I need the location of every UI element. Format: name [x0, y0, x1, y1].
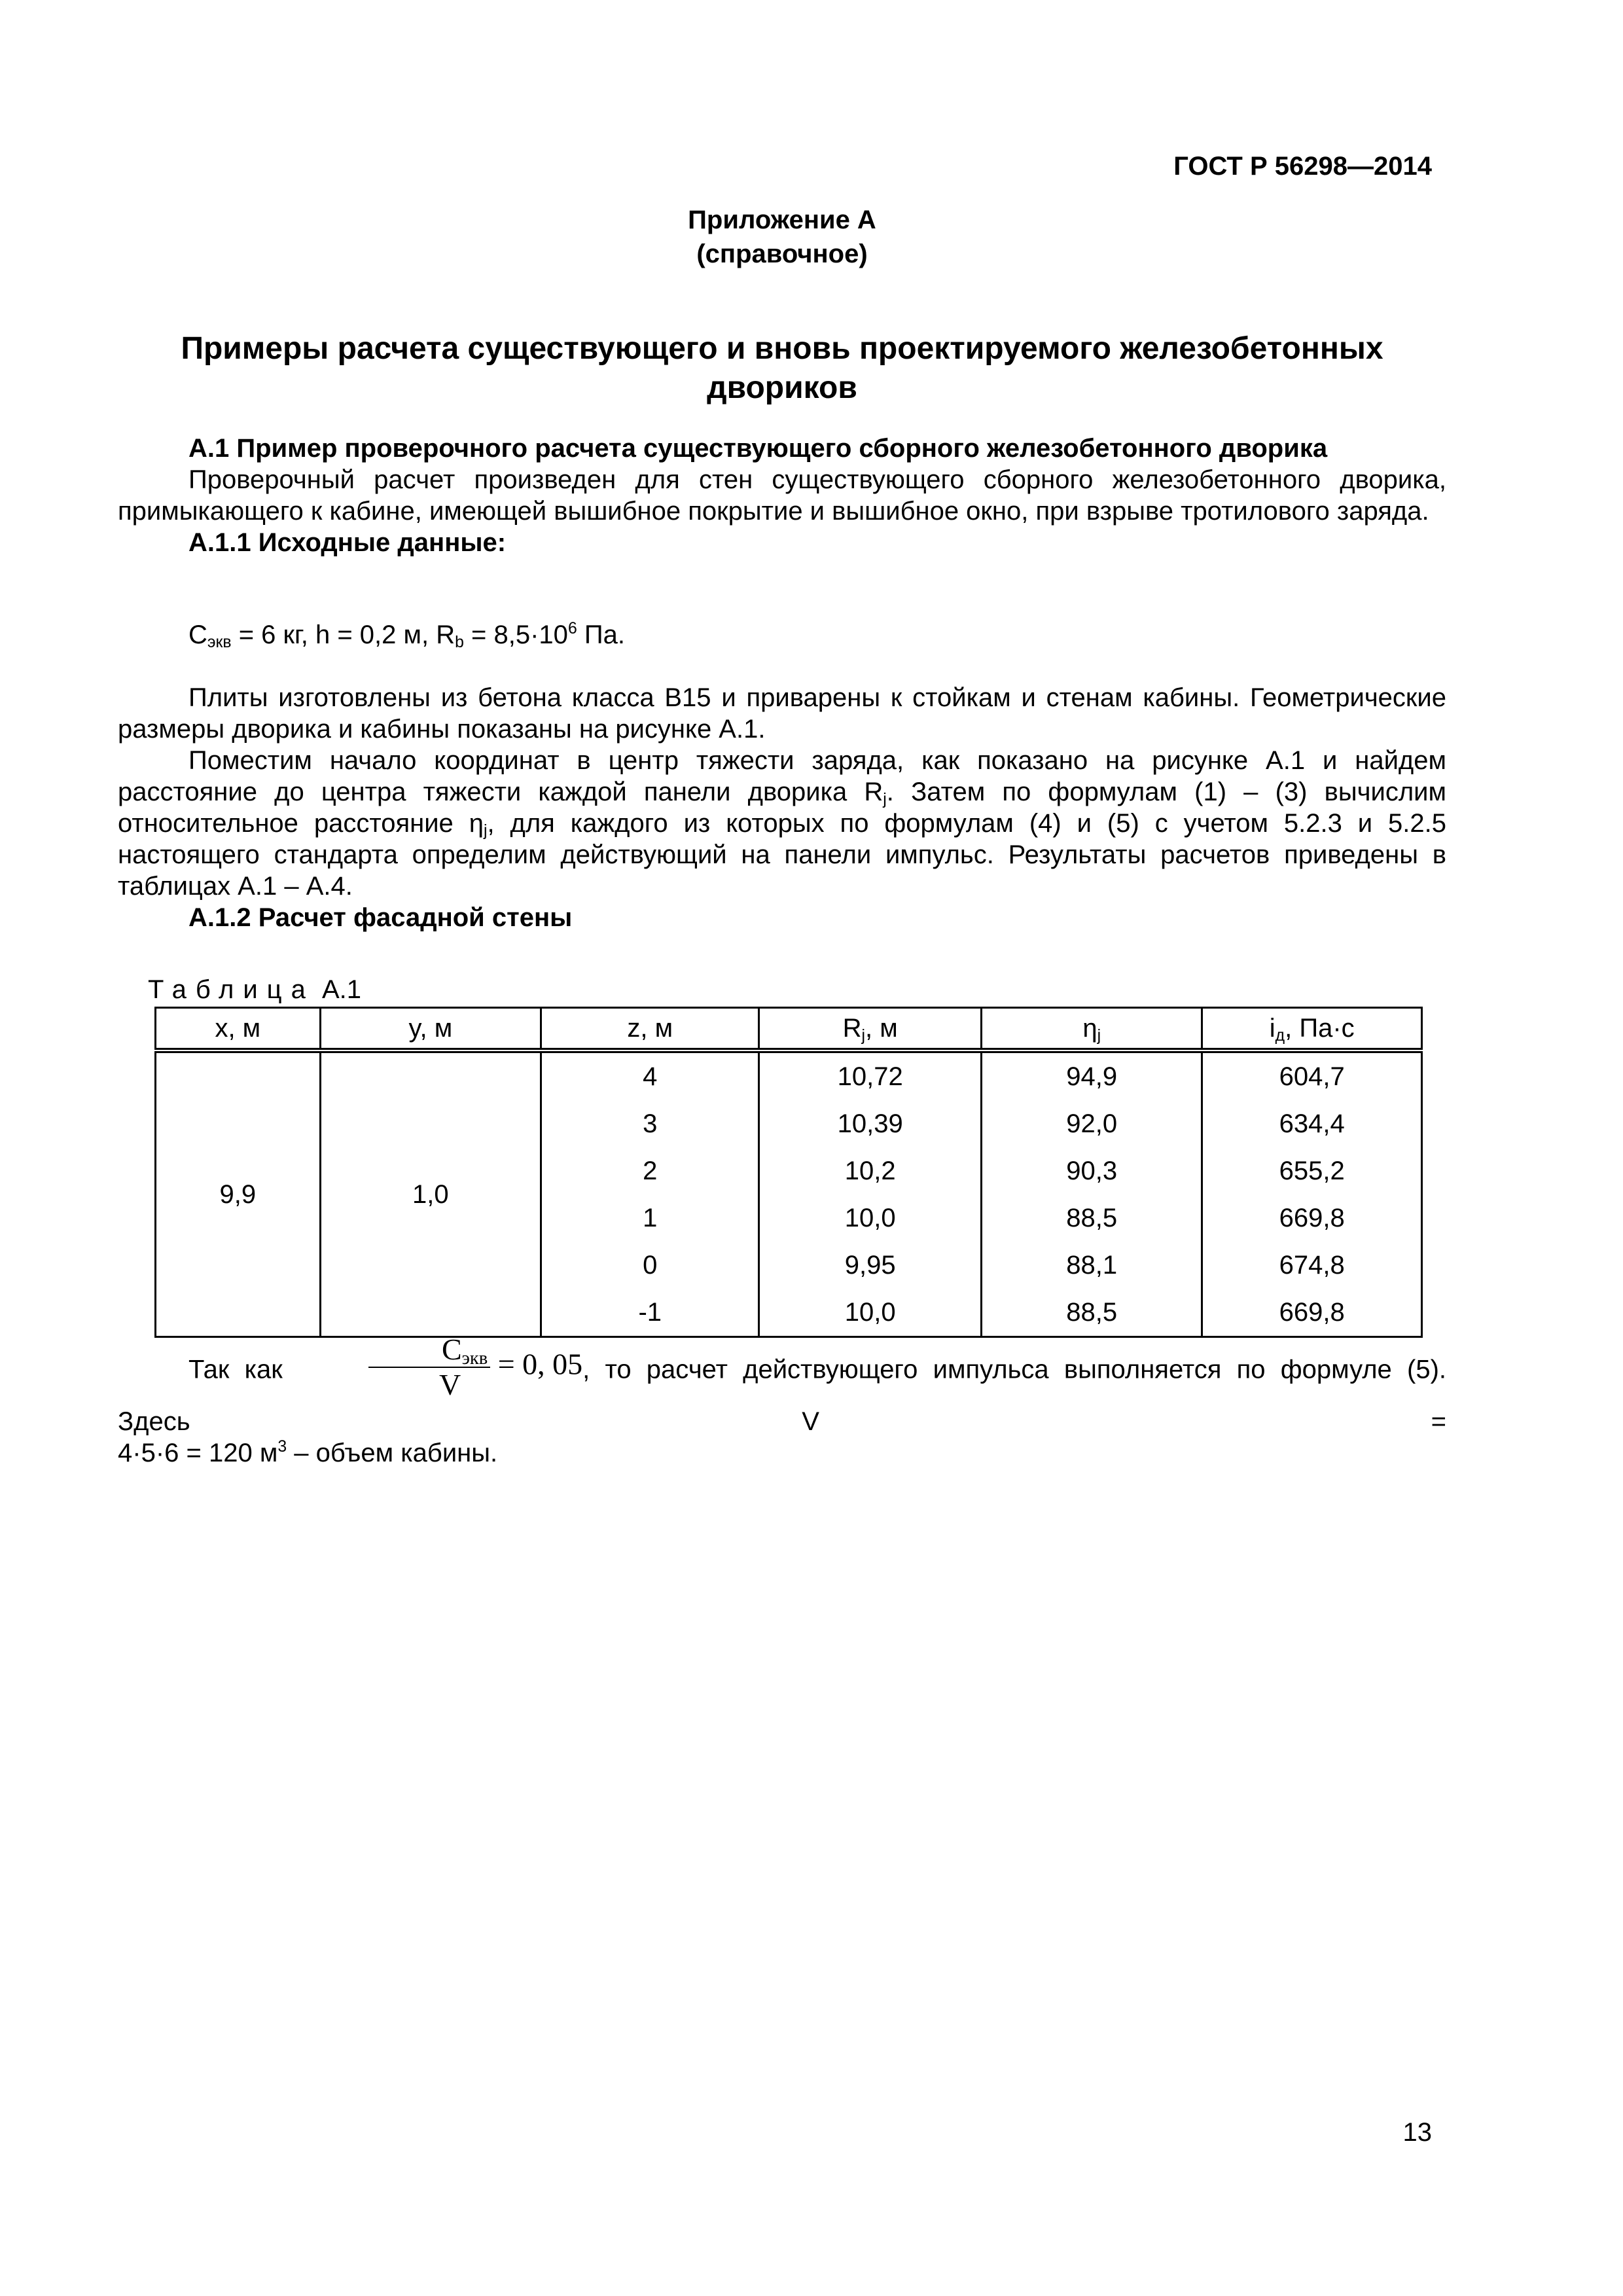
cell-eta: 88,5 — [981, 1289, 1202, 1337]
conclusion-line1 — [118, 1333, 1447, 1437]
appendix-label: Приложение А — [688, 206, 876, 234]
section-a11-paragraph2 — [118, 745, 1446, 902]
page-title-line2: двориков — [707, 370, 857, 405]
section-a11-heading: А.1.1 Исходные данные: — [188, 528, 507, 557]
cell-r: 10,0 — [759, 1194, 982, 1242]
header-r-unit: , м — [865, 1013, 898, 1043]
rb-subscript: b — [455, 634, 464, 652]
cell-z: 2 — [541, 1147, 759, 1194]
ratio-formula — [298, 1333, 582, 1402]
appendix-heading — [118, 203, 1446, 271]
cell-i: 674,8 — [1202, 1242, 1422, 1289]
para2-part-b: . Затем по формулам (1) – (3) вычислим относительное расстояние η — [118, 778, 1446, 838]
header-i-symbol: i — [1269, 1013, 1275, 1043]
header-r-sub: j — [861, 1026, 866, 1045]
header-eta-symbol: η — [1082, 1013, 1097, 1043]
table-caption-number: А.1 — [321, 975, 362, 1004]
table-caption — [148, 975, 361, 1005]
cell-z: 3 — [541, 1100, 759, 1147]
para2-sub2: j — [483, 822, 488, 840]
table-row — [156, 1050, 1422, 1100]
cell-i: 634,4 — [1202, 1100, 1422, 1147]
cell-z: -1 — [541, 1289, 759, 1337]
section-a1-heading: А.1 Пример проверочного расчета существующего сборного железобетонного дворика — [188, 434, 1328, 463]
ratio-numerator — [368, 1333, 490, 1368]
ratio-num-sub: экв — [461, 1348, 488, 1369]
rb-value: = 8,5·10 — [463, 620, 568, 649]
cell-r: 10,72 — [759, 1050, 982, 1100]
cell-i: 604,7 — [1202, 1050, 1422, 1100]
cell-r: 10,2 — [759, 1147, 982, 1194]
c-subscript: экв — [207, 634, 232, 652]
header-eta — [981, 1008, 1202, 1051]
page-number: 13 — [1402, 2118, 1432, 2147]
initial-data-line — [118, 619, 1446, 651]
cell-eta: 92,0 — [981, 1100, 1202, 1147]
header-r-symbol: R — [842, 1013, 862, 1043]
para2-part-a: Поместим начало координат в центр тяжести заряда, как показано на рисунке А.1 и найдем расстояние до центра тяжести каждой панели дворика R — [118, 746, 1446, 806]
document-code: ГОСТ Р 56298—2014 — [1173, 152, 1432, 181]
conclusion-text1: , то расчет действующего импульса выполняется по формуле (5). Здесь V = — [118, 1355, 1447, 1436]
c-symbol: С — [188, 620, 207, 649]
header-i-sub: д — [1275, 1026, 1285, 1045]
table-caption-word: Таблица — [148, 975, 315, 1004]
section-a11-paragraph1: Плиты изготовлены из бетона класса В15 и приварены к стойкам и стенам кабины. Геометрические размеры дворика и кабины показаны на рисунке А.1. — [118, 683, 1446, 744]
cell-r: 10,0 — [759, 1289, 982, 1337]
conclusion-prefix: Так как — [188, 1355, 283, 1384]
conclusion-line2 — [118, 1437, 1446, 1469]
cell-z: 0 — [541, 1242, 759, 1289]
cell-i: 655,2 — [1202, 1147, 1422, 1194]
ratio-num-symbol: С — [441, 1333, 462, 1366]
cell-eta: 94,9 — [981, 1050, 1202, 1100]
page-title — [118, 329, 1446, 408]
c-value: = 6 кг, h = 0,2 м, R — [231, 620, 455, 649]
volume-text-end: – объем кабины. — [287, 1439, 498, 1467]
cell-i: 669,8 — [1202, 1194, 1422, 1242]
rb-exponent: 6 — [567, 620, 577, 638]
header-z: z, м — [541, 1008, 759, 1051]
header-r — [759, 1008, 982, 1051]
cell-x-value: 9,9 — [156, 1050, 321, 1337]
para2-part-c: , для каждого из которых по формулам (4) и (5) с учетом 5.2.3 и 5.2.5 настоящего стандарта определим действующий на панели импульс. Результаты расчетов приведены в таблицах А.1 – А.4. — [118, 809, 1447, 901]
section-a11-text — [118, 682, 1446, 933]
cell-eta: 90,3 — [981, 1147, 1202, 1194]
section-a1-paragraph: Проверочный расчет произведен для стен существующего сборного железобетонного дворика, примыкающего к кабине, имеющей вышибное покрытие и вышибное окно, при взрыве тротилового заряда. — [118, 465, 1446, 526]
ratio-value: = 0, 05 — [490, 1347, 583, 1381]
header-x: x, м — [156, 1008, 321, 1051]
header-i-unit: , Па·с — [1285, 1013, 1355, 1043]
header-eta-sub: j — [1097, 1026, 1101, 1045]
header-i — [1202, 1008, 1422, 1051]
rb-unit: Па. — [577, 620, 625, 649]
cell-z: 4 — [541, 1050, 759, 1100]
page-title-line1: Примеры расчета существующего и вновь проектируемого железобетонных — [181, 331, 1383, 366]
cell-r: 10,39 — [759, 1100, 982, 1147]
cell-y-value: 1,0 — [320, 1050, 541, 1337]
volume-text: 4·5·6 = 120 м — [118, 1439, 278, 1467]
ratio-fraction — [368, 1333, 490, 1402]
cell-i: 669,8 — [1202, 1289, 1422, 1337]
section-a1 — [118, 433, 1446, 558]
cell-eta: 88,1 — [981, 1242, 1202, 1289]
para2-sub1: j — [883, 791, 887, 809]
cell-r: 9,95 — [759, 1242, 982, 1289]
cell-z: 1 — [541, 1194, 759, 1242]
section-a12-heading: А.1.2 Расчет фасадной стены — [188, 903, 573, 932]
ratio-denominator: V — [438, 1368, 461, 1401]
volume-exponent: 3 — [277, 1438, 287, 1456]
cell-eta: 88,5 — [981, 1194, 1202, 1242]
table-header-row — [156, 1008, 1422, 1051]
conclusion — [118, 1333, 1447, 1469]
appendix-type: (справочное) — [696, 240, 868, 268]
results-table — [154, 1007, 1423, 1338]
header-y: y, м — [320, 1008, 541, 1051]
